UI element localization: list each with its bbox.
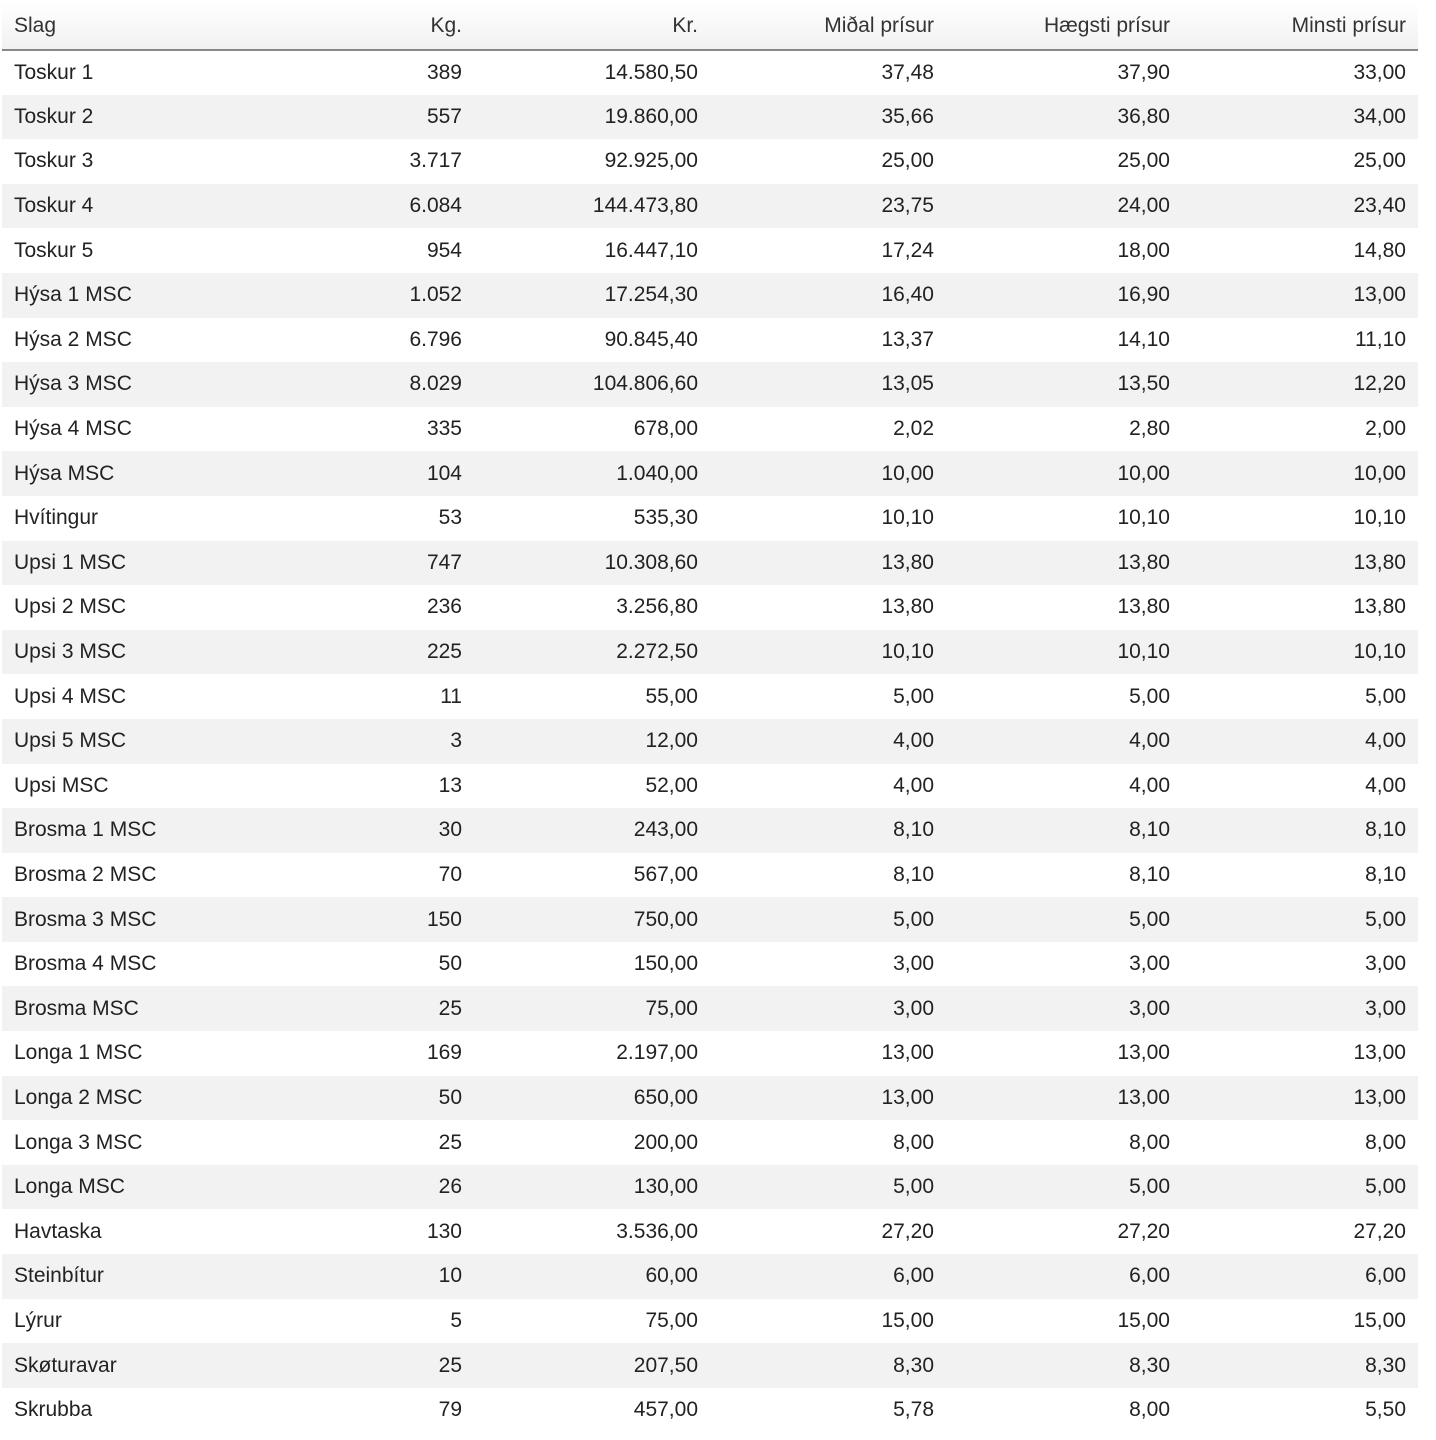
cell-lowest-price: 13,80 — [1353, 550, 1406, 574]
cell-average-price: 3,00 — [893, 952, 934, 976]
cell-highest-price: 37,90 — [1117, 60, 1170, 84]
cell-kg: 53 — [438, 506, 462, 530]
cell-kg: 130 — [426, 1219, 462, 1243]
cell-average-price: 35,66 — [881, 104, 934, 128]
cell-slag: Longa 3 MSC — [14, 1130, 143, 1154]
cell-average-price: 17,24 — [881, 238, 934, 262]
cell-slag: Longa MSC — [14, 1175, 125, 1199]
cell-highest-price: 15,00 — [1117, 1308, 1170, 1332]
cell-lowest-price: 3,00 — [1365, 996, 1406, 1020]
cell-lowest-price: 23,40 — [1353, 194, 1406, 218]
cell-kg: 26 — [438, 1175, 462, 1199]
cell-kg: 335 — [426, 417, 462, 441]
cell-lowest-price: 25,00 — [1353, 149, 1406, 173]
cell-kg: 225 — [426, 640, 462, 664]
table-row — [2, 942, 1418, 987]
cell-lowest-price: 33,00 — [1353, 60, 1406, 84]
cell-average-price: 13,00 — [881, 1041, 934, 1065]
cell-lowest-price: 10,00 — [1353, 461, 1406, 485]
cell-kr: 12,00 — [645, 729, 698, 753]
cell-highest-price: 8,30 — [1129, 1353, 1170, 1377]
cell-lowest-price: 10,10 — [1353, 640, 1406, 664]
cell-average-price: 13,05 — [881, 372, 934, 396]
table-row — [2, 1254, 1418, 1299]
cell-lowest-price: 15,00 — [1353, 1308, 1406, 1332]
cell-highest-price: 6,00 — [1129, 1264, 1170, 1288]
cell-kg: 3.717 — [409, 149, 462, 173]
cell-kr: 207,50 — [633, 1353, 698, 1377]
cell-lowest-price: 5,00 — [1365, 907, 1406, 931]
cell-highest-price: 36,80 — [1117, 104, 1170, 128]
cell-average-price: 3,00 — [893, 996, 934, 1020]
cell-slag: Toskur 2 — [14, 104, 94, 128]
cell-average-price: 13,80 — [881, 550, 934, 574]
cell-highest-price: 4,00 — [1129, 773, 1170, 797]
cell-kg: 13 — [438, 773, 462, 797]
table-row — [2, 1076, 1418, 1121]
cell-average-price: 4,00 — [893, 773, 934, 797]
table-row — [2, 986, 1418, 1031]
cell-kr: 243,00 — [633, 818, 698, 842]
cell-slag: Upsi MSC — [14, 773, 109, 797]
cell-lowest-price: 13,00 — [1353, 1041, 1406, 1065]
cell-slag: Skrubba — [14, 1398, 93, 1422]
cell-average-price: 13,00 — [881, 1085, 934, 1109]
cell-slag: Upsi 2 MSC — [14, 595, 127, 619]
cell-slag: Brosma MSC — [14, 996, 139, 1020]
cell-kg: 236 — [426, 595, 462, 619]
cell-average-price: 5,00 — [893, 1175, 934, 1199]
cell-slag: Brosma 3 MSC — [14, 907, 157, 931]
table-body — [2, 50, 1418, 1432]
cell-kg: 5 — [450, 1308, 462, 1332]
cell-lowest-price: 6,00 — [1365, 1264, 1406, 1288]
cell-lowest-price: 4,00 — [1365, 729, 1406, 753]
table-row — [2, 496, 1418, 541]
cell-kg: 25 — [438, 1353, 462, 1377]
table-row — [2, 1165, 1418, 1210]
cell-highest-price: 5,00 — [1129, 684, 1170, 708]
table-row — [2, 1299, 1418, 1344]
cell-kg: 25 — [438, 1130, 462, 1154]
cell-highest-price: 13,50 — [1117, 372, 1170, 396]
cell-kg: 10 — [438, 1264, 462, 1288]
cell-kr: 1.040,00 — [616, 461, 698, 485]
cell-kr: 144.473,80 — [592, 194, 698, 218]
cell-kg: 50 — [438, 952, 462, 976]
cell-average-price: 5,78 — [893, 1398, 934, 1422]
cell-average-price: 10,00 — [881, 461, 934, 485]
cell-average-price: 13,37 — [881, 327, 934, 351]
cell-kr: 567,00 — [633, 862, 698, 886]
column-header-average-price[interactable]: Miðal prísur — [710, 2, 946, 50]
cell-kr: 2.197,00 — [616, 1041, 698, 1065]
cell-average-price: 4,00 — [893, 729, 934, 753]
cell-kr: 104.806,60 — [592, 372, 698, 396]
cell-slag: Upsi 4 MSC — [14, 684, 127, 708]
cell-slag: Upsi 5 MSC — [14, 729, 127, 753]
cell-kg: 150 — [426, 907, 462, 931]
cell-highest-price: 16,90 — [1117, 283, 1170, 307]
cell-kr: 150,00 — [633, 952, 698, 976]
cell-slag: Upsi 3 MSC — [14, 640, 127, 664]
cell-kg: 389 — [426, 60, 462, 84]
cell-kg: 79 — [438, 1398, 462, 1422]
cell-highest-price: 5,00 — [1129, 907, 1170, 931]
cell-highest-price: 5,00 — [1129, 1175, 1170, 1199]
cell-kg: 104 — [426, 461, 462, 485]
cell-average-price: 5,00 — [893, 684, 934, 708]
cell-highest-price: 27,20 — [1117, 1219, 1170, 1243]
cell-kr: 90.845,40 — [604, 327, 698, 351]
cell-lowest-price: 34,00 — [1353, 104, 1406, 128]
cell-slag: Brosma 2 MSC — [14, 862, 157, 886]
cell-kg: 6.796 — [409, 327, 462, 351]
cell-kr: 17.254,30 — [604, 283, 698, 307]
cell-lowest-price: 4,00 — [1365, 773, 1406, 797]
cell-slag: Hýsa 3 MSC — [14, 372, 132, 396]
cell-kg: 557 — [426, 104, 462, 128]
column-header-kg[interactable]: Kg. — [238, 2, 474, 50]
cell-average-price: 27,20 — [881, 1219, 934, 1243]
cell-kr: 200,00 — [633, 1130, 698, 1154]
table-header — [2, 2, 1418, 50]
cell-lowest-price: 5,00 — [1365, 1175, 1406, 1199]
cell-slag: Hýsa 1 MSC — [14, 283, 132, 307]
cell-average-price: 6,00 — [893, 1264, 934, 1288]
cell-slag: Hýsa MSC — [14, 461, 115, 485]
cell-kg: 70 — [438, 862, 462, 886]
table-row — [2, 139, 1418, 184]
table-row — [2, 541, 1418, 586]
cell-kr: 750,00 — [633, 907, 698, 931]
table-row — [2, 1031, 1418, 1076]
table-row — [2, 318, 1418, 363]
table-row — [2, 808, 1418, 853]
cell-kr: 678,00 — [633, 417, 698, 441]
cell-kg: 50 — [438, 1085, 462, 1109]
cell-slag: Lýrur — [14, 1308, 62, 1332]
cell-slag: Hvítingur — [14, 506, 99, 530]
cell-slag: Toskur 4 — [14, 194, 94, 218]
cell-highest-price: 13,00 — [1117, 1041, 1170, 1065]
cell-kg: 6.084 — [409, 194, 462, 218]
table-row — [2, 228, 1418, 273]
cell-average-price: 16,40 — [881, 283, 934, 307]
cell-lowest-price: 10,10 — [1353, 506, 1406, 530]
cell-average-price: 10,10 — [881, 640, 934, 664]
table-row — [2, 95, 1418, 140]
column-header-lowest-price[interactable]: Minsti prísur — [1182, 2, 1418, 50]
cell-kr: 60,00 — [645, 1264, 698, 1288]
cell-average-price: 15,00 — [881, 1308, 934, 1332]
cell-highest-price: 10,10 — [1117, 506, 1170, 530]
cell-slag: Brosma 1 MSC — [14, 818, 157, 842]
table-row — [2, 184, 1418, 229]
table-row — [2, 50, 1418, 95]
cell-slag: Hýsa 2 MSC — [14, 327, 132, 351]
table-row — [2, 764, 1418, 809]
cell-highest-price: 3,00 — [1129, 952, 1170, 976]
cell-kr: 52,00 — [645, 773, 698, 797]
table-row — [2, 897, 1418, 942]
cell-kr: 92.925,00 — [604, 149, 698, 173]
cell-lowest-price: 2,00 — [1365, 417, 1406, 441]
cell-highest-price: 3,00 — [1129, 996, 1170, 1020]
cell-average-price: 8,30 — [893, 1353, 934, 1377]
cell-highest-price: 2,80 — [1129, 417, 1170, 441]
cell-kr: 16.447,10 — [604, 238, 698, 262]
cell-slag: Havtaska — [14, 1219, 102, 1243]
cell-highest-price: 10,10 — [1117, 640, 1170, 664]
cell-kr: 3.536,00 — [616, 1219, 698, 1243]
table-row — [2, 273, 1418, 318]
cell-lowest-price: 12,20 — [1353, 372, 1406, 396]
cell-kr: 55,00 — [645, 684, 698, 708]
table-row — [2, 1209, 1418, 1254]
cell-highest-price: 13,80 — [1117, 595, 1170, 619]
cell-highest-price: 18,00 — [1117, 238, 1170, 262]
cell-kr: 75,00 — [645, 996, 698, 1020]
cell-lowest-price: 8,10 — [1365, 818, 1406, 842]
cell-slag: Skøturavar — [14, 1353, 117, 1377]
cell-highest-price: 24,00 — [1117, 194, 1170, 218]
cell-kr: 457,00 — [633, 1398, 698, 1422]
cell-lowest-price: 5,00 — [1365, 684, 1406, 708]
cell-kr: 19.860,00 — [604, 104, 698, 128]
cell-average-price: 5,00 — [893, 907, 934, 931]
cell-slag: Brosma 4 MSC — [14, 952, 157, 976]
cell-slag: Longa 1 MSC — [14, 1041, 143, 1065]
cell-kg: 1.052 — [409, 283, 462, 307]
table-row — [2, 1388, 1418, 1433]
cell-kg: 30 — [438, 818, 462, 842]
cell-lowest-price: 3,00 — [1365, 952, 1406, 976]
cell-slag: Toskur 5 — [14, 238, 94, 262]
cell-highest-price: 8,10 — [1129, 818, 1170, 842]
cell-highest-price: 13,00 — [1117, 1085, 1170, 1109]
cell-lowest-price: 8,10 — [1365, 862, 1406, 886]
cell-average-price: 10,10 — [881, 506, 934, 530]
cell-average-price: 8,10 — [893, 818, 934, 842]
cell-highest-price: 13,80 — [1117, 550, 1170, 574]
table-row — [2, 630, 1418, 675]
cell-lowest-price: 5,50 — [1365, 1398, 1406, 1422]
cell-highest-price: 14,10 — [1117, 327, 1170, 351]
header-row — [2, 2, 1418, 50]
table-row — [2, 674, 1418, 719]
cell-lowest-price: 8,30 — [1365, 1353, 1406, 1377]
cell-kg: 25 — [438, 996, 462, 1020]
cell-highest-price: 8,10 — [1129, 862, 1170, 886]
column-header-highest-price[interactable]: Hægsti prísur — [946, 2, 1182, 50]
cell-highest-price: 8,00 — [1129, 1398, 1170, 1422]
cell-average-price: 25,00 — [881, 149, 934, 173]
cell-average-price: 8,10 — [893, 862, 934, 886]
table-row — [2, 719, 1418, 764]
cell-kg: 11 — [440, 684, 462, 708]
cell-slag: Upsi 1 MSC — [14, 550, 127, 574]
cell-lowest-price: 13,00 — [1353, 283, 1406, 307]
table-row — [2, 585, 1418, 630]
cell-lowest-price: 27,20 — [1353, 1219, 1406, 1243]
cell-slag: Hýsa 4 MSC — [14, 417, 132, 441]
cell-slag: Steinbítur — [14, 1264, 104, 1288]
table-row — [2, 407, 1418, 452]
cell-kr: 650,00 — [633, 1085, 698, 1109]
cell-highest-price: 25,00 — [1117, 149, 1170, 173]
cell-average-price: 2,02 — [893, 417, 934, 441]
cell-average-price: 37,48 — [881, 60, 934, 84]
cell-kg: 3 — [450, 729, 462, 753]
cell-lowest-price: 14,80 — [1353, 238, 1406, 262]
cell-kr: 535,30 — [633, 506, 698, 530]
table-row — [2, 853, 1418, 898]
cell-slag: Toskur 3 — [14, 149, 94, 173]
cell-kr: 2.272,50 — [616, 640, 698, 664]
cell-lowest-price: 13,00 — [1353, 1085, 1406, 1109]
cell-average-price: 8,00 — [893, 1130, 934, 1154]
cell-highest-price: 8,00 — [1129, 1130, 1170, 1154]
table-row — [2, 451, 1418, 496]
cell-kr: 130,00 — [633, 1175, 698, 1199]
cell-average-price: 13,80 — [881, 595, 934, 619]
cell-kr: 10.308,60 — [604, 550, 698, 574]
cell-lowest-price: 11,10 — [1355, 327, 1406, 351]
cell-lowest-price: 8,00 — [1365, 1130, 1406, 1154]
column-header-kr[interactable]: Kr. — [474, 2, 710, 50]
column-header-slag[interactable]: Slag — [2, 2, 238, 50]
cell-slag: Toskur 1 — [14, 60, 94, 84]
cell-highest-price: 10,00 — [1117, 461, 1170, 485]
cell-kr: 14.580,50 — [604, 60, 698, 84]
cell-slag: Longa 2 MSC — [14, 1085, 143, 1109]
price-table-container — [2, 2, 1418, 1432]
table-row — [2, 1120, 1418, 1165]
cell-kr: 75,00 — [645, 1308, 698, 1332]
cell-lowest-price: 13,80 — [1353, 595, 1406, 619]
table-row — [2, 1343, 1418, 1388]
cell-kg: 8.029 — [409, 372, 462, 396]
cell-kr: 3.256,80 — [616, 595, 698, 619]
cell-average-price: 23,75 — [881, 194, 934, 218]
cell-highest-price: 4,00 — [1129, 729, 1170, 753]
cell-kg: 169 — [426, 1041, 462, 1065]
cell-kg: 747 — [426, 550, 462, 574]
cell-kg: 954 — [426, 238, 462, 262]
price-table — [2, 2, 1418, 1432]
table-row — [2, 362, 1418, 407]
